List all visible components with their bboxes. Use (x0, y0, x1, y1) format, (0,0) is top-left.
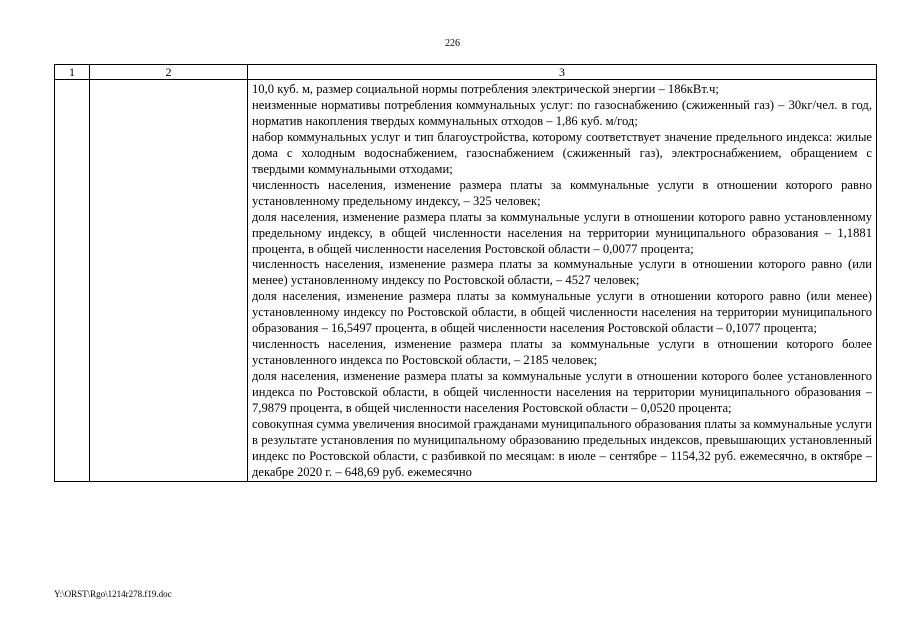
paragraph: совокупная сумма увеличения вносимой гражданами муниципального образования платы за коммунальные услуги в результате установления по муниципальному образованию предельных индексов, превышающих установленный индекс по Ростовской области, с разбивкой по месяцам: в июле – сентябре – 1154,32 руб. ежемесячно, в октябре – декабре 2020 г. – 648,69 руб. ежемесячно (252, 417, 872, 479)
paragraph: численность населения, изменение размера платы за коммунальные услуги в отношении которого равно установленному предельному индексу, – 325 человек; (252, 177, 872, 208)
column-header-2: 2 (90, 65, 248, 80)
paragraph: доля населения, изменение размера платы за коммунальные услуги в отношении которого более установленного индекса по Ростовской области, в общей численности населения на территории муниципального образования – 7,9879 процента, в общей численности населения Ростовской области – 0,0520 процента; (252, 369, 872, 416)
column-1-cell (55, 80, 90, 482)
column-3-cell (248, 80, 877, 482)
paragraph: численность населения, изменение размера платы за коммунальные услуги в отношении которого более установленного индекса по Ростовской области, – 2185 человек; (252, 337, 872, 368)
paragraph: доля населения, изменение размера платы за коммунальные услуги в отношении которого равно (или менее) установленному индексу по Ростовской области, в общей численности населения на территории муниципального образования – 16,5497 процента, в общей численности населения Ростовской области – 0,1077 процента; (252, 289, 872, 336)
paragraph: набор коммунальных услуг и тип благоустройства, которому соответствует значение предельного индекса: жилые дома с холодным водоснабжением, газоснабжением (сжиженный газ), электроснабжением, обращением с твердыми коммунальными отходами; (252, 129, 872, 176)
table-header-row (55, 65, 877, 80)
paragraph: численность населения, изменение размера платы за коммунальные услуги в отношении которого равно (или менее) установленному индексу по Ростовской области, – 4527 человек; (252, 257, 872, 288)
page-number: 226 (445, 38, 460, 49)
paragraph: неизменные нормативы потребления коммунальных услуг: по газоснабжению (сжиженный газ) – 30кг/чел. в год, норматив накопления твердых коммунальных отходов – 1,86 куб. м/год; (252, 97, 872, 128)
table-body-row (55, 80, 877, 482)
footer-file-path: Y:\ORST\Rgo\1214r278.f19.doc (54, 589, 172, 599)
paragraph: доля населения, изменение размера платы за коммунальные услуги в отношении которого равно установленному предельному индексу, в общей численности населения на территории муниципального образования – 1,1881 процента, в общей численности населения Ростовской области – 0,0077 процента; (252, 209, 872, 256)
document-table (54, 64, 877, 482)
column-header-1: 1 (55, 65, 90, 80)
column-header-3: 3 (248, 65, 877, 80)
column-2-cell (90, 80, 248, 482)
paragraph: 10,0 куб. м, размер социальной нормы потребления электрической энергии – 186кВт.ч; (252, 82, 719, 96)
